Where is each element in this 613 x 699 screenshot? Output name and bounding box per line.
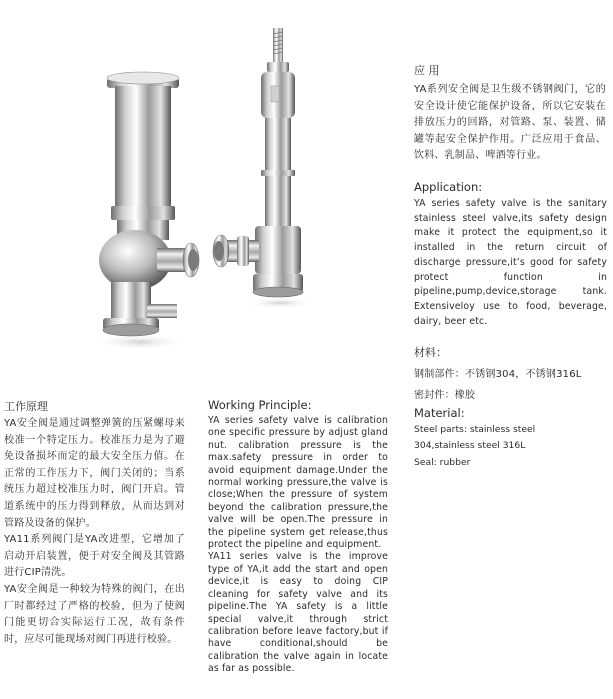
valve-right bbox=[213, 28, 303, 297]
principle-en-paragraph: YA series safety valve is calibration one specific pressure by adjust gland nut. calibration pressure is the max.safety pressure in order to avoid equipment damage.Under the normal working pressure,the valve is close;When the pressure of system beyond the calibration pressure,the valve will be open.The pressure in the pipeline system get release,thus protect the pipeline and equipment. bbox=[208, 415, 388, 551]
principle-en-paragraph: YA11 series valve is the improve type of YA,it add the start and open device,it is easy to doing CIP cleaning for safety valve and its pipeline.The YA safety is a little special valve,it through strict calibration before leave factory,but if have conditional,should be calibration the valve again in locate as far as possible. bbox=[208, 551, 388, 675]
application-zh-section bbox=[414, 62, 606, 165]
material-en-section bbox=[414, 406, 606, 471]
principle-zh-section bbox=[4, 398, 185, 648]
material-zh-heading: 材料： bbox=[414, 346, 447, 359]
material-zh-line: 钢制部件：不锈钢304，不锈钢316L bbox=[414, 369, 582, 380]
application-zh-text: YA系列安全阀是卫生级不锈钢阀门，它的安全设计使它能保护设备，所以它安装在排放压力的回路，对管路、泵、装置、储罐等起安全保护作用。广泛应用于食品、饮料、乳制品、啤酒等行业。 bbox=[414, 84, 606, 162]
material-en-line: Seal: rubber bbox=[414, 456, 471, 468]
valve-left bbox=[99, 72, 199, 336]
material-zh-section bbox=[414, 344, 606, 406]
principle-zh-paragraph: YA11系列阀门是YA改进型，它增加了启动开启装置，便于对安全阀及其管路进行CIP清洗。 bbox=[4, 534, 185, 579]
principle-en-heading: Working Principle: bbox=[208, 398, 312, 412]
application-zh-heading: 应 用 bbox=[414, 64, 440, 77]
principle-zh-paragraph: YA安全阀是通过调整弹簧的压紧螺母来校准一个特定压力。校准压力是为了避免设备损坏而定的最大安全压力值。在正常的工作压力下，阀门关闭的；当系统压力超过校准压力时，阀门开启。管道系统中的压力得到释放，从而达到对管路及设备的保护。 bbox=[4, 418, 185, 529]
principle-zh-paragraph: YA安全阀是一种较为特殊的阀门，在出厂时都经过了严格的校验，但为了使阀门能更切合实际运行工况，故有条件时，应尽可能现场对阀门再进行校验。 bbox=[4, 583, 185, 645]
material-zh-line: 密封件：橡胶 bbox=[414, 390, 476, 401]
principle-en-section bbox=[208, 398, 388, 676]
principle-zh-heading: 工作原理 bbox=[4, 400, 48, 413]
application-en-heading: Application: bbox=[414, 180, 483, 194]
material-en-line: 304,stainless steel 316L bbox=[414, 440, 526, 452]
application-en-section bbox=[414, 180, 607, 329]
material-en-heading: Material: bbox=[414, 406, 465, 420]
product-photo bbox=[95, 20, 330, 355]
material-en-line: Steel parts: stainless steel bbox=[414, 424, 536, 435]
application-en-text: YA series safety valve is the sanitary stainless steel valve,its safety design make it protect the equipment,so it installed in the return circuit of discharge pressure,it’s good for safety protect function in pipeline,pump,device,storage tank. Extensiveloy use to food, beverage, dairy, beer etc. bbox=[414, 198, 607, 327]
